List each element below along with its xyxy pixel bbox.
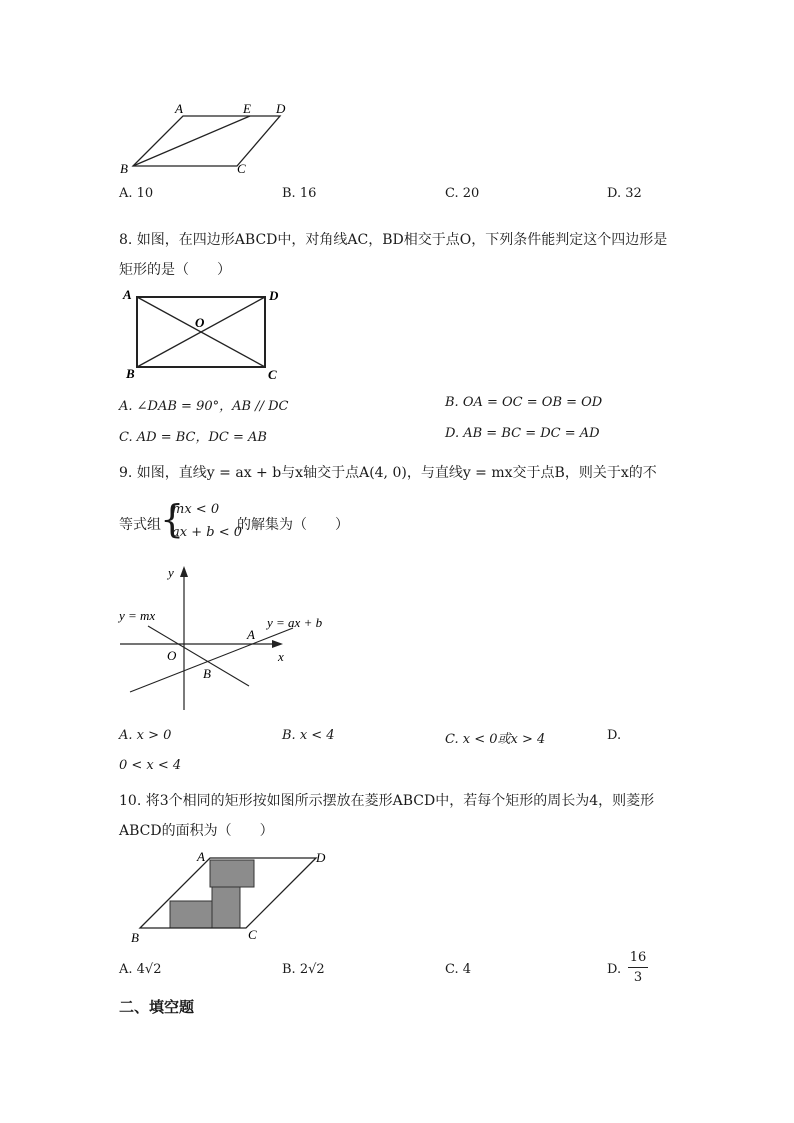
q7-label-e: E bbox=[243, 101, 251, 116]
q9-stem-prefix: 等式组 bbox=[119, 517, 161, 533]
q9-system-line2: ax + b < 0 bbox=[172, 525, 242, 540]
q8-label-o: O bbox=[195, 315, 205, 330]
q10-rectangle-top bbox=[210, 860, 254, 887]
q7-label-a: A bbox=[175, 101, 183, 116]
q10-fraction-numerator: 16 bbox=[629, 950, 647, 965]
q10-stem-line2: ABCD的面积为（ ） bbox=[119, 823, 274, 839]
q10-option-d-fraction[interactable] bbox=[628, 950, 648, 986]
q8-option-c[interactable]: C. AD = BC，DC = AB bbox=[119, 430, 267, 445]
q9-label-line-mx: y = mx bbox=[119, 608, 156, 623]
q10-rectangle-bottom-right bbox=[212, 887, 240, 928]
q10-stem-line1: 10. 将3个相同的矩形按如图所示摆放在菱形ABCD中，若每个矩形的周长为4，则菱形 bbox=[119, 793, 655, 809]
q9-coordinate-figure bbox=[115, 560, 345, 715]
q7-option-c[interactable]: C. 20 bbox=[445, 186, 480, 201]
q10-option-c[interactable]: C. 4 bbox=[445, 962, 472, 977]
q8-rectangle-figure bbox=[118, 283, 298, 383]
q10-label-d: D bbox=[316, 850, 326, 865]
q9-system-line1: mx < 0 bbox=[172, 502, 220, 517]
q8-stem-line1: 8. 如图，在四边形ABCD中，对角线AC，BD相交于点O，下列条件能判定这个四边形是 bbox=[119, 232, 668, 248]
q8-stem-line2: 矩形的是（ ） bbox=[119, 262, 231, 278]
q9-system-brace: { bbox=[160, 497, 185, 541]
q9-stem-suffix: 的解集为（ ） bbox=[237, 517, 349, 533]
q7-option-a[interactable]: A. 10 bbox=[119, 186, 154, 201]
q8-label-a: A bbox=[123, 287, 132, 302]
q9-label-b: B bbox=[203, 666, 211, 681]
q7-segment-be bbox=[133, 116, 250, 166]
q8-option-b[interactable]: B. OA = OC = OB = OD bbox=[445, 395, 603, 410]
q9-line-mx bbox=[148, 626, 249, 686]
q10-rhombus-figure bbox=[120, 845, 340, 950]
section-title: 二、填空题 bbox=[119, 998, 195, 1016]
q10-rectangle-bottom-left bbox=[170, 901, 213, 928]
q9-label-y: y bbox=[168, 565, 174, 580]
q8-option-d[interactable]: D. AB = BC = DC = AD bbox=[445, 426, 600, 441]
q9-option-d-value[interactable]: 0 < x < 4 bbox=[119, 758, 182, 773]
q7-option-d[interactable]: D. 32 bbox=[607, 186, 642, 201]
q9-y-axis-arrow bbox=[180, 566, 188, 577]
q8-label-d: D bbox=[269, 288, 279, 303]
q10-option-a[interactable]: A. 4√2 bbox=[119, 962, 162, 977]
q9-x-axis-arrow bbox=[272, 640, 283, 648]
q9-label-a: A bbox=[247, 627, 255, 642]
q9-option-b[interactable]: B. x < 4 bbox=[282, 728, 335, 743]
q9-label-o: O bbox=[167, 648, 177, 663]
q9-option-d[interactable]: D. bbox=[607, 728, 622, 743]
q7-label-c: C bbox=[237, 161, 246, 176]
q8-label-c: C bbox=[268, 367, 277, 382]
q10-label-a: A bbox=[197, 849, 205, 864]
q10-option-b[interactable]: B. 2√2 bbox=[282, 962, 325, 977]
q10-option-d[interactable]: D. bbox=[607, 962, 622, 977]
q7-label-b: B bbox=[120, 161, 128, 176]
q7-parallelogram bbox=[133, 116, 280, 166]
q10-fraction-bar bbox=[628, 967, 648, 969]
q9-option-a[interactable]: A. x > 0 bbox=[119, 728, 172, 743]
q10-label-b: B bbox=[131, 930, 139, 945]
q7-option-b[interactable]: B. 16 bbox=[282, 186, 317, 201]
q7-parallelogram-figure bbox=[110, 95, 310, 180]
q9-stem-line1: 9. 如图，直线y = ax + b与x轴交于点A(4, 0)，与直线y = mx交于点B，则关于x的不 bbox=[119, 465, 657, 481]
q10-fraction-denominator: 3 bbox=[633, 970, 643, 985]
q8-label-b: B bbox=[126, 366, 135, 381]
q9-label-x: x bbox=[278, 649, 284, 664]
q9-line-axb bbox=[130, 628, 293, 692]
q7-label-d: D bbox=[276, 101, 286, 116]
q8-option-a[interactable]: A. ∠DAB = 90°，AB // DC bbox=[119, 399, 289, 414]
q10-label-c: C bbox=[248, 927, 257, 942]
q9-option-c[interactable]: C. x < 0或x > 4 bbox=[445, 732, 546, 747]
q9-label-line-axb: y = ax + b bbox=[267, 615, 323, 630]
